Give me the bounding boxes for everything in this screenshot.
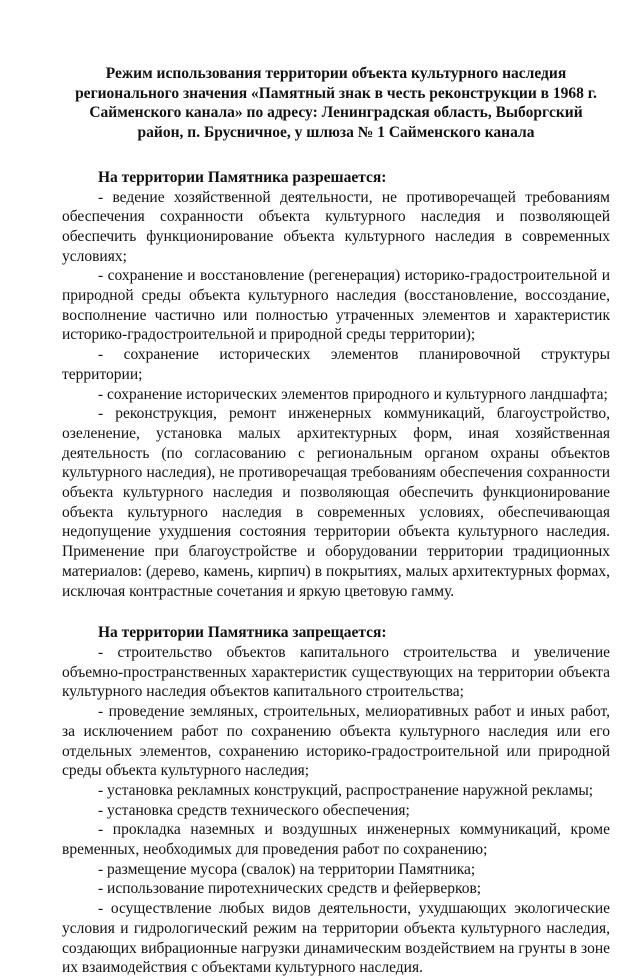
forbidden-item: - установка средств технического обеспечения; — [98, 801, 410, 819]
forbidden-item: - установка рекламных конструкций, распространение наружной рекламы; — [98, 781, 594, 799]
allowed-heading: На территории Памятника разрешается: — [98, 168, 387, 186]
allowed-item: - сохранение исторических элементов планировочной структуры территории; — [62, 346, 610, 383]
allowed-item: - сохранение исторических элементов природного и культурного ландшафта; — [98, 385, 608, 403]
allowed-item: - ведение хозяйственной деятельности, не противоречащей требованиям обеспечения сохранности объекта культурного наследия и позволяющей обеспечить функционирование объекта культурного наследия в современных условиях; — [62, 188, 610, 265]
allowed-item: - сохранение и восстановление (регенерация) историко-градостроительной и природной среды объекта культурного наследия (восстановление, воссоздание, восполнение частично или полностью утраченных элементов и характеристик историко-градостроительной и природной среды территории); — [62, 267, 610, 344]
forbidden-item: - проведение земляных, строительных, мелиоративных работ и иных работ, за исключением работ по сохранению объекта культурного наследия или его отдельных элементов, сохранению историко-градостроительной или природной среды объекта культурного наследия; — [62, 703, 610, 780]
forbidden-item: - строительство объектов капитального строительства и увеличение объемно-пространственных характеристик существующих на территории объекта культурного наследия объектов капитального строительства; — [62, 643, 610, 701]
allowed-item: - реконструкция, ремонт инженерных коммуникаций, благоустройство, озеленение, установка малых архитектурных форм, иная хозяйственная деятельность (по согласованию с региональным органом охраны объектов культурного наследия), не противоречащая требованиям обеспечения сохранности объекта культурного наследия и позволяющая обеспечить функционирование объекта культурного наследия в современных условиях, обеспечивающая недопущение ухудшения состояния территории объекта культурного наследия. Применение при благоустройстве и оборудовании территории традиционных материалов: (дерево, камень, кирпич) в покрытиях, малых архитектурных формах, исключая контрастные сочетания и яркую цветовую гамму. — [62, 405, 610, 600]
forbidden-item: - осуществление любых видов деятельности, ухудшающих экологические условия и гидрологический режим на территории объекта культурного наследия, создающих вибрационные нагрузки динамическим воздействием на грунты в зоне их взаимодействия с объектами культурного наследия. — [62, 900, 610, 977]
forbidden-item: - использование пиротехнических средств и фейерверков; — [98, 880, 482, 898]
forbidden-item: - размещение мусора (свалок) на территории Памятника; — [98, 860, 476, 878]
forbidden-item: - прокладка наземных и воздушных инженерных коммуникаций, кроме временных, необходимых для проведения работ по сохранению; — [62, 821, 610, 859]
forbidden-heading: На территории Памятника запрещается: — [98, 624, 387, 642]
document-title: Режим использования территории объекта культурного наследия регионального значения «Памятный знак в честь реконструкции в 1968 г. Сайменского канала» по адресу: Ленинградская область, Выборгский район, п. Брусничное, у шлюза № 1 Сайменского канала — [75, 65, 597, 142]
